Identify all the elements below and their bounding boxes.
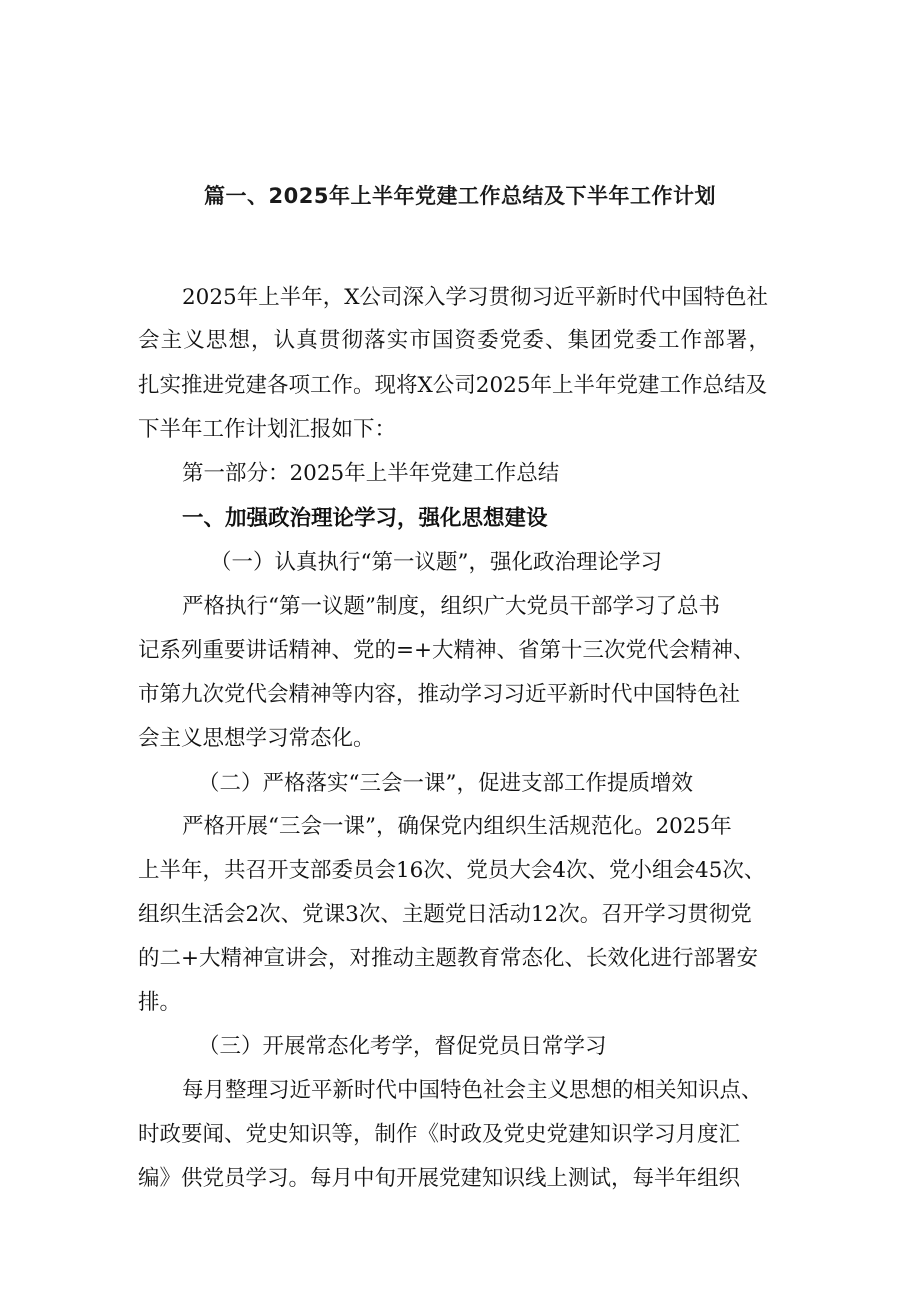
subsection-heading: （一）认真执行“第一议题”，强化政治理论学习 <box>210 550 662 575</box>
part-heading: 第一部分：2025年上半年党建工作总结 <box>182 461 560 486</box>
paragraph-line: 严格开展“三会一课”，确保党内组织生活规范化。2025年 <box>182 814 732 839</box>
paragraph-line: 2025年上半年，X公司深入学习贯彻习近平新时代中国特色社 <box>182 285 769 310</box>
paragraph-line: 编》供党员学习。每月中旬开展党建知识线上测试，每半年组织 <box>138 1166 741 1191</box>
paragraph-line: 每月整理习近平新时代中国特色社会主义思想的相关知识点、 <box>182 1078 763 1103</box>
paragraph-line: 的二+大精神宣讲会，对推动主题教育常态化、长效化进行部署安 <box>138 946 759 971</box>
subsection-heading: （三）开展常态化考学，督促党员日常学习 <box>198 1034 607 1059</box>
paragraph-line: 时政要闻、党史知识等，制作《时政及党史党建知识学习月度汇 <box>138 1122 741 1147</box>
subsection-heading: （二）严格落实“三会一课”，促进支部工作提质增效 <box>198 771 693 796</box>
document-title: 篇一、2025年上半年党建工作总结及下半年工作计划 <box>204 184 716 208</box>
paragraph-line: 排。 <box>138 990 182 1015</box>
paragraph-line: 上半年，共召开支部委员会16次、党员大会4次、党小组会45次、 <box>138 858 766 883</box>
paragraph-line: 记系列重要讲话精神、党的=+大精神、省第十三次党代会精神、 <box>138 638 755 663</box>
paragraph-line: 组织生活会2次、党课3次、主题党日活动12次。召开学习贯彻党 <box>138 902 752 927</box>
paragraph-line: 扎实推进党建各项工作。现将X公司2025年上半年党建工作总结及 <box>138 373 768 398</box>
paragraph-line: 严格执行“第一议题”制度，组织广大党员干部学习了总书 <box>182 594 720 619</box>
paragraph-line: 市第九次党代会精神等内容，推动学习习近平新时代中国特色社 <box>138 682 741 707</box>
section-heading: 一、加强政治理论学习，强化思想建设 <box>182 506 548 531</box>
paragraph-line: 会主义思想学习常态化。 <box>138 726 375 751</box>
paragraph-line: 会主义思想，认真贯彻落实市国资委党委、集团党委工作部署， <box>138 328 770 353</box>
paragraph-line: 下半年工作计划汇报如下： <box>138 417 397 442</box>
